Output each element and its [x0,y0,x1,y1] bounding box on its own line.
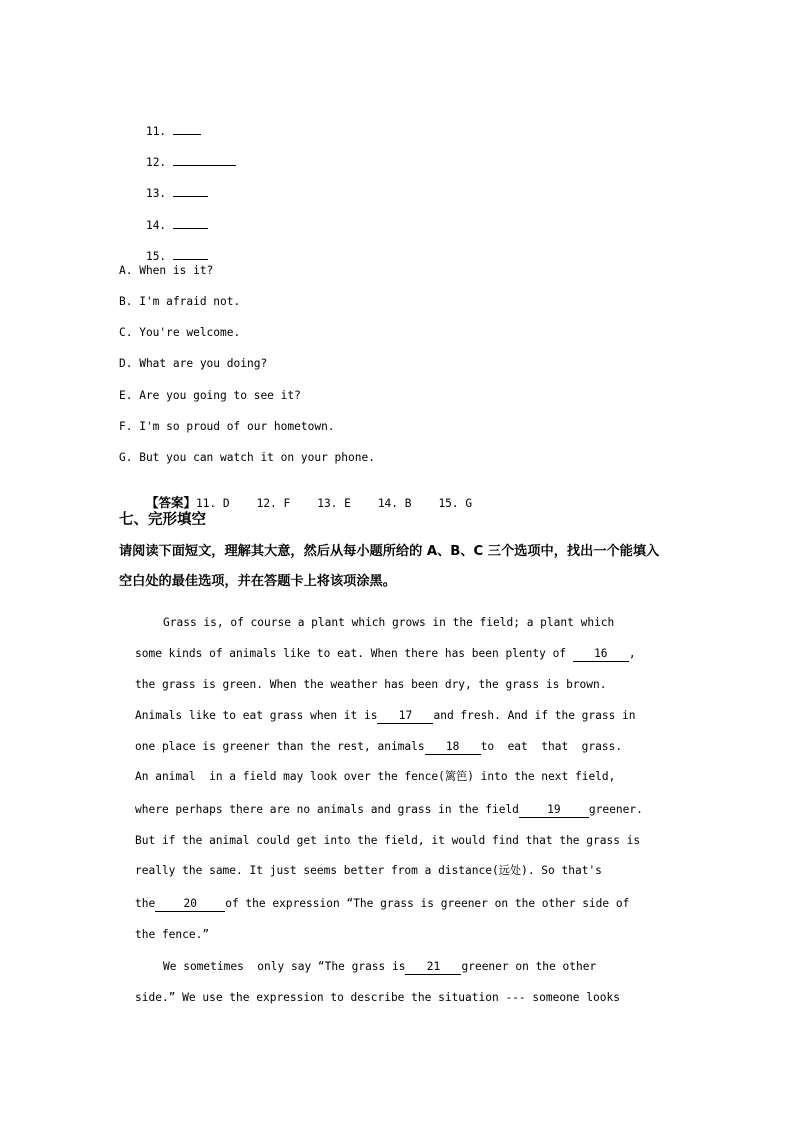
option-e: E. Are you going to see it? [119,389,301,402]
question-number: 12. [145,156,167,169]
passage-line-12 [163,959,596,975]
question-number: 15. [145,250,167,263]
blank-16: 16 [573,647,629,662]
passage-text: one place is greener than the rest, animals [135,740,425,753]
answer-blank [173,217,208,229]
question-number: 13. [145,187,167,200]
passage-line-11: the fence.” [135,928,210,941]
passage-line-5 [135,739,622,755]
blank-18: 18 [425,740,481,755]
passage-text: We sometimes only say “The grass is [163,960,406,973]
option-f: F. I'm so proud of our hometown. [119,420,335,433]
question-number: 11. [145,125,167,138]
option-c: C. You're welcome. [119,326,241,339]
passage-line-1: Grass is, of course a plant which grows in the field; a plant which [163,616,615,629]
option-a: A. When is it? [119,264,214,277]
passage-text: greener on the other [461,960,597,973]
passage-text: some kinds of animals like to eat. When there has been plenty of [135,647,573,660]
passage-text: of the expression “The grass is greener on the other side of [225,897,630,910]
passage-line-13: side.” We use the expression to describe the situation --- someone looks [135,991,620,1004]
question-number: 14. [145,219,167,232]
passage-text: Animals like to eat grass when it is [135,709,378,722]
blank-20: 20 [155,897,225,912]
answer-label: 【答案】 [145,495,196,510]
passage-line-8: But if the animal could get into the field, it would find that the grass is [135,834,641,847]
blank-17: 17 [377,709,433,724]
blank-19: 19 [519,803,589,818]
blank-21: 21 [405,960,461,975]
passage-line-9: really the same. It just seems better from a distance(远处). So that's [135,864,602,877]
answer-blank [173,185,208,197]
answer-blank [173,248,208,260]
answer-text: 11. D 12. F 13. E 14. B 15. G [195,497,473,510]
passage-text: to eat that grass. [480,740,623,753]
answer-blank [173,123,201,135]
passage-line-3: the grass is green. When the weather has been dry, the grass is brown. [135,678,607,691]
passage-line-7 [135,802,643,818]
answer-blank [173,154,236,166]
passage-line-2 [135,646,636,662]
option-b: B. I'm afraid not. [119,295,241,308]
passage-text: where perhaps there are no animals and grass in the field [135,803,519,816]
passage-text: , [628,647,636,660]
option-d: D. What are you doing? [119,357,268,370]
passage-text: the [135,897,156,910]
passage-text: and fresh. And if the grass in [433,709,636,722]
section-instruction-line-2: 空白处的最佳选项，并在答题卡上将该项涂黑。 [119,574,396,589]
passage-line-4 [135,708,636,724]
passage-text: greener. [588,803,643,816]
section-title: 七、完形填空 [119,512,206,528]
option-g: G. But you can watch it on your phone. [119,451,375,464]
passage-line-6: An animal in a field may look over the fence(篱笆) into the next field, [135,770,616,783]
section-instruction-line-1: 请阅读下面短文，理解其大意，然后从每小题所给的 A、B、C 三个选项中，找出一个能填入 [119,544,660,559]
passage-line-10 [135,896,629,912]
